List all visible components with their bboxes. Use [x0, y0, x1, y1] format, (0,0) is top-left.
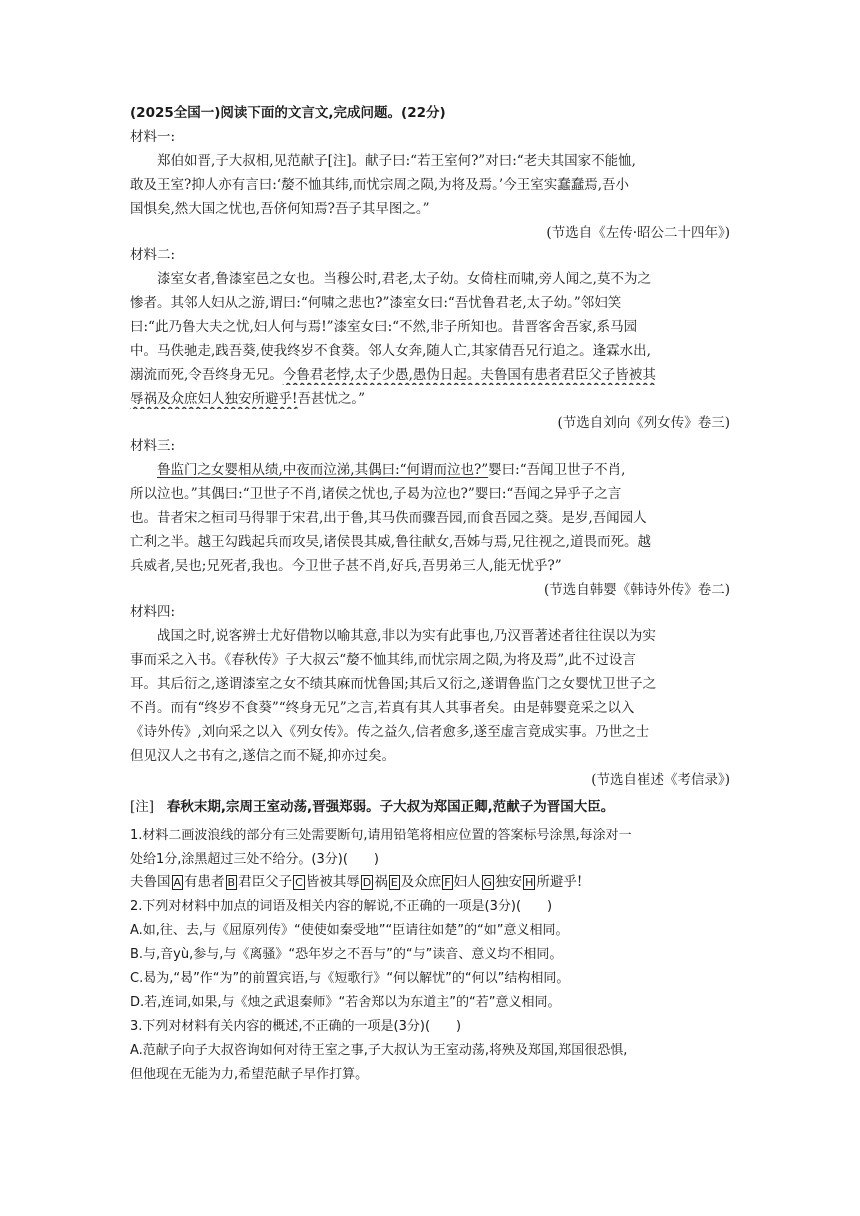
material-4-line-1: 战国之时,说客辨士尤好借物以喻其意,非以为实有此事也,乃汉晋著述者往往误以为实: [157, 628, 656, 644]
question-1-answer-marks: [130, 873, 730, 892]
wavy-underlined-text: 今鲁君老悖,太子少愚,愚伪日起。夫鲁国有患者君臣父子皆被其: [282, 367, 656, 383]
q1-mark-h[interactable]: H: [525, 876, 534, 889]
material-3-label: 材料三:: [130, 438, 176, 454]
material-2-line-5-plain: 溺流而死,令吾终身无兄。: [130, 367, 283, 383]
material-2-line-6-plain: 吾甚忧之。”: [297, 391, 366, 407]
footnote-text: 春秋末期,宗周王室动荡,晋强郑弱。子大叔为郑国正卿,范献子为晋国大臣。: [166, 799, 615, 815]
question-2-option-b[interactable]: B.与,音yù,参与,与《离骚》“恐年岁之不吾与”的“与”读音、意义均不相同。: [130, 947, 563, 962]
q1-mark-b[interactable]: B: [227, 876, 236, 889]
question-2-stem: 2.下列对材料中加点的词语及相关内容的解说,不正确的一项是(3分)( ): [130, 899, 553, 914]
question-1-stem-line-1: 1.材料二画波浪线的部分有三处需要断句,请用铅笔将相应位置的答案标号涂黑,每涂对一: [130, 828, 632, 843]
material-2-label: 材料二:: [130, 247, 176, 263]
q1-segment: 祸: [374, 874, 388, 890]
q1-segment: 独安: [495, 874, 523, 890]
question-3-stem: 3.下列对材料有关内容的概述,不正确的一项是(3分)( ): [130, 1019, 462, 1034]
material-3-source: (节选自韩婴《韩诗外传》卷二): [543, 582, 730, 598]
material-3-line-2: 所以泣也。”其偶曰:“卫世子不肖,诸侯之忧也,子曷为泣也?”婴曰:“吾闻之异乎子之言: [130, 486, 622, 502]
question-2-option-a[interactable]: A.如,往、去,与《屈原列传》“使使如秦受地”“臣请往如楚”的“如”意义相同。: [130, 923, 569, 938]
material-2-line-4: 中。马佚驰走,践吾葵,使我终岁不食葵。邻人女奔,随人亡,其家倩吾兄行追之。逢霖水出,: [130, 343, 651, 359]
material-2-line-2: 惨者。其邻人妇从之游,谓曰:“何啸之悲也?”漆室女曰:“吾忧鲁君老,太子幼。”邻妇笑: [130, 295, 622, 311]
q1-segment: 所避乎!: [536, 874, 583, 890]
footnote-label: [注]: [130, 799, 155, 815]
material-4-line-5: 《诗外传》,刘向采之以入《列女传》。传之益久,信者愈多,遂至虚言竟成实事。乃世之士: [130, 724, 650, 740]
q1-segment: 妇人: [453, 874, 481, 890]
material-4-line-2: 事而采之入书。《春秋传》子大叔云“嫠不恤其纬,而忧宗周之陨,为将及焉”,此不过设言: [130, 652, 636, 668]
q1-segment: 夫鲁国: [130, 874, 171, 890]
passage-heading: (2025全国一)阅读下面的文言文,完成问题。(22分): [130, 105, 446, 121]
material-4-line-6: 但见汉人之书有之,遂信之而不疑,抑亦过矣。: [130, 748, 396, 764]
question-1-stem-line-2: 处给1分,涂黑超过三处不给分。(3分)( ): [130, 852, 379, 867]
material-3-line-1-plain: 婴曰:“吾闻卫世子不肖,: [488, 462, 626, 478]
material-2-source: (节选自刘向《列女传》卷三): [557, 415, 730, 431]
q1-mark-f[interactable]: F: [444, 876, 451, 889]
q1-mark-a[interactable]: A: [173, 876, 182, 889]
q1-mark-d[interactable]: D: [362, 876, 372, 889]
material-1-label: 材料一:: [130, 129, 176, 145]
q1-mark-c[interactable]: C: [295, 876, 303, 889]
material-4-label: 材料四:: [130, 604, 176, 620]
material-1-line-2: 敢及王室?抑人亦有言曰:‘嫠不恤其纬,而忧宗周之陨,为将及焉。’今王室实蠢蠢焉,吾小: [130, 177, 629, 193]
material-2-line-1: 漆室女者,鲁漆室邑之女也。当穆公时,君老,太子幼。女倚柱而啸,旁人闻之,莫不为之: [157, 271, 651, 287]
question-2-option-d[interactable]: D.若,连词,如果,与《烛之武退秦师》“若舍郑以为东道主”的“若”意义相同。: [130, 995, 561, 1010]
material-1-source: (节选自《左传·昭公二十四年》): [546, 225, 730, 241]
q1-segment: 及众庶: [400, 874, 442, 890]
material-4-source: (节选自崔述《考信录》): [591, 772, 730, 788]
q1-mark-e[interactable]: E: [390, 876, 398, 889]
q1-segment: 君臣父子: [238, 874, 293, 890]
q1-segment: 有患者: [184, 874, 225, 890]
q1-segment: 皆被其辱: [305, 874, 360, 890]
material-3-line-4: 亡利之半。越王勾践起兵而攻吴,诸侯畏其威,鲁往献女,吾姊与焉,兄往视之,道畏而死。越: [130, 534, 651, 550]
material-3-line-1: [157, 461, 730, 480]
underlined-text: 鲁监门之女婴相从绩,中夜而泣涕,其偶曰:“何谓而泣也?”: [157, 462, 489, 478]
q1-mark-g[interactable]: G: [483, 876, 493, 889]
material-4-line-3: 耳。其后衍之,遂谓漆室之女不绩其麻而忧鲁国;其后又衍之,遂谓鲁监门之女婴忧卫世子之: [130, 676, 657, 692]
question-3-option-a-cont[interactable]: 但他现在无能为力,希望范献子早作打算。: [130, 1067, 369, 1082]
material-2-line-6: [130, 390, 730, 409]
material-4-line-4: 不肖。而有“终岁不食葵”“终身无兄”之言,若真有其人其事者矣。由是韩婴竟采之以入: [130, 700, 635, 716]
material-2-line-3: 曰:“此乃鲁大夫之忧,妇人何与焉!”漆室女曰:“不然,非子所知也。昔晋客舍吾家,系马园: [130, 319, 638, 335]
question-2-option-c[interactable]: C.曷为,“曷”作“为”的前置宾语,与《短歌行》“何以解忧”的“何以”结构相同。: [130, 971, 570, 986]
material-3-line-3: 也。昔者宋之桓司马得罪于宋君,出于鲁,其马佚而骤吾园,而食吾园之葵。是岁,吾闻园人: [130, 510, 647, 526]
material-3-line-5: 兵威者,吴也;兄死者,我也。今卫世子甚不肖,好兵,吾男弟三人,能无忧乎?”: [130, 558, 562, 574]
question-3-option-a[interactable]: A.范献子向子大叔咨询如何对待王室之事,子大叔认为王室动荡,将殃及郑国,郑国很恐惧,: [130, 1043, 628, 1058]
material-1-line-3: 国惧矣,然大国之忧也,吾侪何知焉?吾子其早图之。”: [130, 201, 430, 217]
footnote: [130, 798, 770, 817]
wavy-underlined-text-end: 辱祸及众庶妇人独安所避乎!: [130, 391, 298, 407]
material-2-line-5: [130, 366, 730, 385]
material-1-line-1: 郑伯如晋,子大叔相,见范献子[注]。献子曰:“若王室何?”对曰:“老夫其国家不能恤,: [157, 153, 636, 169]
